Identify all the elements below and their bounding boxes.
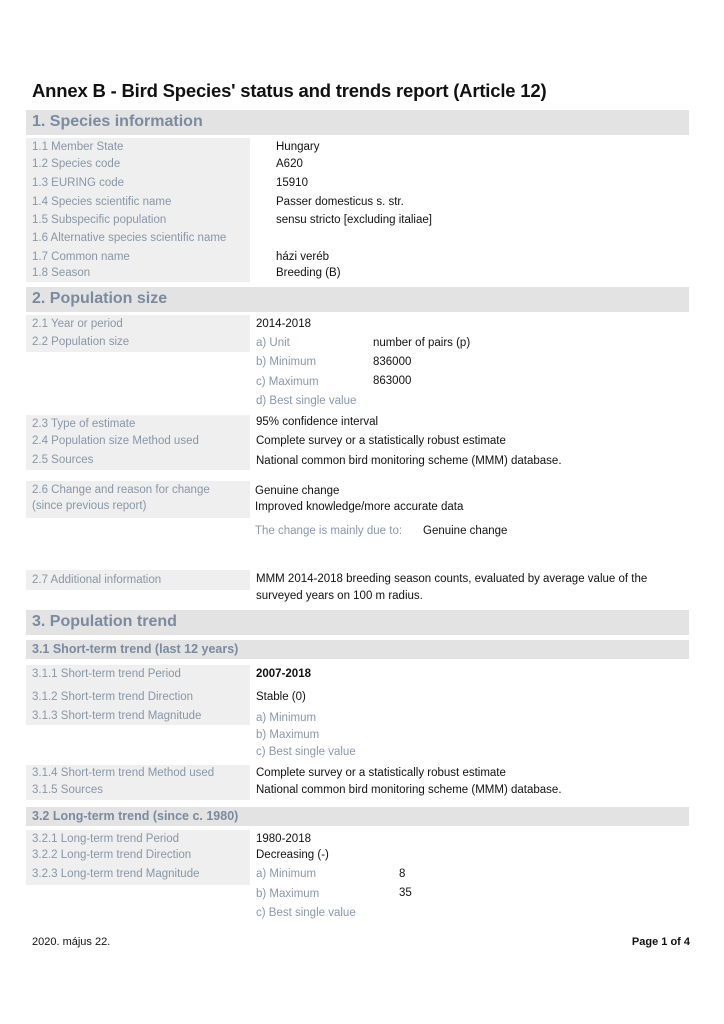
label-sources: 2.5 Sources <box>32 454 94 466</box>
label-common-name: 1.7 Common name <box>32 251 130 263</box>
footer-page-number: Page 1 of 4 <box>631 936 690 948</box>
value-scientific-name: Passer domesticus s. str. <box>276 196 404 208</box>
value-type-of-estimate: 95% confidence interval <box>256 416 379 428</box>
footer-date: 2020. május 22. <box>32 936 111 948</box>
label-long-term-period: 3.2.1 Long-term trend Period <box>32 833 180 845</box>
label-long-term-magnitude: 3.2.3 Long-term trend Magnitude <box>32 868 200 880</box>
value-long-maximum: 35 <box>399 887 412 899</box>
label-species-code: 1.2 Species code <box>32 158 121 170</box>
sublabel-long-best: c) Best single value <box>256 907 356 919</box>
label-member-state: 1.1 Member State <box>32 141 124 153</box>
value-method-used: Complete survey or a statistically robust estimate <box>256 435 506 447</box>
value-change-genuine: Genuine change <box>255 485 340 497</box>
label-subspecific-population: 1.5 Subspecific population <box>32 214 167 226</box>
value-additional-info-line1: MMM 2014-2018 breeding season counts, evaluated by average value of the <box>256 573 648 585</box>
value-long-minimum: 8 <box>399 868 406 880</box>
value-long-term-direction: Decreasing (-) <box>256 849 329 861</box>
label-short-term-sources: 3.1.5 Sources <box>32 784 103 796</box>
sublabel-long-maximum: b) Maximum <box>256 888 320 900</box>
sublabel-short-maximum: b) Maximum <box>256 729 320 741</box>
value-sources: National common bird monitoring scheme (MMM) database. <box>256 455 562 467</box>
value-member-state: Hungary <box>276 141 320 153</box>
subsection-title: 3.2 Long-term trend (since c. 1980) <box>32 809 239 823</box>
value-season: Breeding (B) <box>276 267 341 279</box>
label-change-reason: 2.6 Change and reason for change <box>32 484 210 496</box>
value-year-or-period: 2014-2018 <box>256 318 311 330</box>
section-title: 1. Species information <box>32 113 203 130</box>
sublabel-short-minimum: a) Minimum <box>256 712 317 724</box>
value-common-name: házi veréb <box>276 251 330 263</box>
section-title: 3. Population trend <box>32 613 177 630</box>
value-maximum: 863000 <box>373 375 412 387</box>
label-short-term-magnitude: 3.1.3 Short-term trend Magnitude <box>32 710 202 722</box>
sublabel-long-minimum: a) Minimum <box>256 868 317 880</box>
label-short-term-direction: 3.1.2 Short-term trend Direction <box>32 691 194 703</box>
section-title: 2. Population size <box>32 290 168 307</box>
label-alternative-name: 1.6 Alternative species scientific name <box>32 232 227 244</box>
value-long-term-period: 1980-2018 <box>256 833 311 845</box>
label-method-used: 2.4 Population size Method used <box>32 435 199 447</box>
sublabel-change-mainly-due: The change is mainly due to: <box>255 525 403 537</box>
label-population-size: 2.2 Population size <box>32 336 130 348</box>
label-change-since-previous: (since previous report) <box>32 500 147 512</box>
value-unit: number of pairs (p) <box>373 337 471 349</box>
label-type-of-estimate: 2.3 Type of estimate <box>32 418 136 430</box>
value-short-term-period: 2007-2018 <box>256 668 311 680</box>
label-year-or-period: 2.1 Year or period <box>32 318 123 330</box>
value-euring-code: 15910 <box>276 177 308 189</box>
section-header-population-trend <box>26 610 689 635</box>
value-change-improved: Improved knowledge/more accurate data <box>255 501 464 513</box>
value-short-term-method: Complete survey or a statistically robust estimate <box>256 767 506 779</box>
sublabel-short-best: c) Best single value <box>256 746 356 758</box>
subsection-header-short-term <box>26 640 689 659</box>
label-short-term-period: 3.1.1 Short-term trend Period <box>32 668 181 680</box>
sublabel-minimum: b) Minimum <box>256 356 317 368</box>
sublabel-maximum: c) Maximum <box>256 376 319 388</box>
section-header-species-information <box>26 110 689 135</box>
subsection-header-long-term <box>26 807 689 826</box>
page-title: Annex B - Bird Species' status and trends report (Article 12) <box>32 80 547 101</box>
value-minimum: 836000 <box>373 356 412 368</box>
sublabel-unit: a) Unit <box>256 337 290 349</box>
value-species-code: A620 <box>276 158 303 170</box>
section-header-population-size <box>26 287 689 312</box>
subsection-title: 3.1 Short-term trend (last 12 years) <box>32 642 239 656</box>
value-short-term-sources: National common bird monitoring scheme (MMM) database. <box>256 784 562 796</box>
value-change-mainly-due: Genuine change <box>423 525 508 537</box>
label-season: 1.8 Season <box>32 267 91 279</box>
label-long-term-direction: 3.2.2 Long-term trend Direction <box>32 849 192 861</box>
sublabel-best-single-value: d) Best single value <box>256 395 357 407</box>
label-scientific-name: 1.4 Species scientific name <box>32 196 172 208</box>
label-short-term-method: 3.1.4 Short-term trend Method used <box>32 767 215 779</box>
label-euring-code: 1.3 EURING code <box>32 177 125 189</box>
label-additional-information: 2.7 Additional information <box>32 574 162 586</box>
value-short-term-direction: Stable (0) <box>256 691 306 703</box>
value-additional-info-line2: surveyed years on 100 m radius. <box>256 590 423 602</box>
value-subspecific-population: sensu stricto [excluding italiae] <box>276 214 432 226</box>
